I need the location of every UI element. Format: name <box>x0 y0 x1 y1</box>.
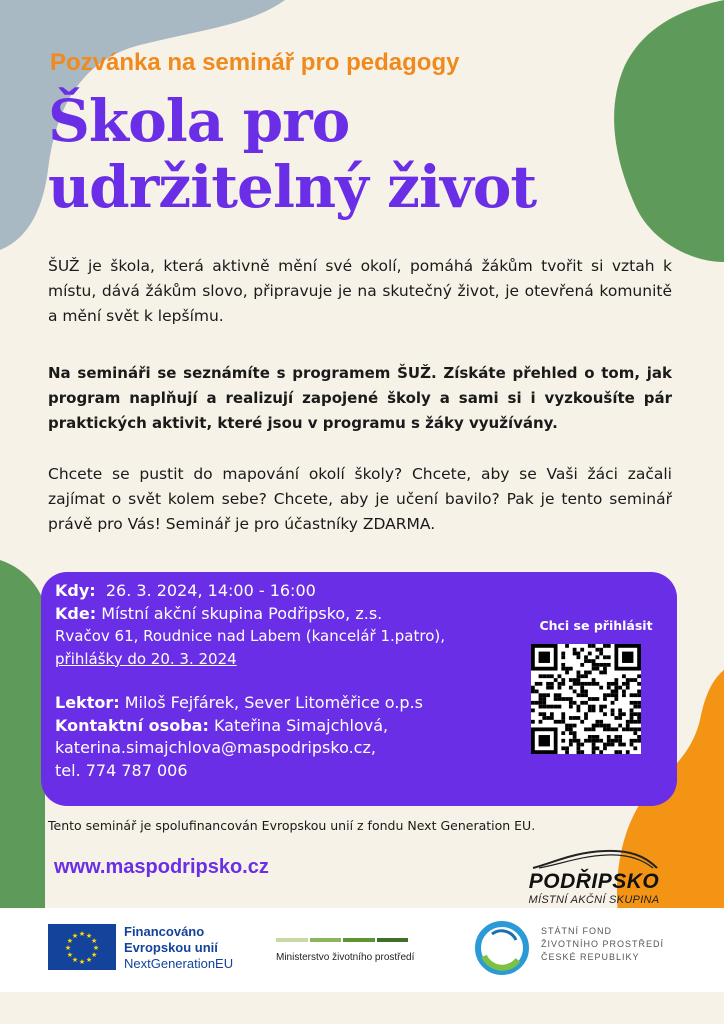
sfzp-logo-icon <box>474 920 530 976</box>
bold-paragraph: Na semináři se seznámíte s programem ŠUŽ. Získáte přehled o tom, jak program naplňují a realizují zapojené školy a sami si i vyzkoušíte pár praktických aktivit, které jsou v programu s žáky využívány. <box>48 364 672 432</box>
svg-text:★: ★ <box>85 956 93 965</box>
svg-text:★: ★ <box>90 951 98 959</box>
title-line-1: Škola pro <box>48 87 350 155</box>
lecturer-value: Miloš Fejfárek, Sever Litoměřice o.p.s <box>124 693 423 712</box>
contact-row <box>55 715 515 738</box>
eu-funding-logo <box>124 924 233 972</box>
when-label: Kdy: <box>55 581 96 600</box>
svg-text:★: ★ <box>78 958 86 966</box>
subtitle: Pozvánka na seminář pro pedagogy <box>50 49 460 76</box>
contact-value: Kateřina Simajchlová, <box>213 715 389 735</box>
registration-qr-code[interactable] <box>531 644 641 754</box>
sfzp-text <box>541 925 664 964</box>
qr-label: Chci se přihlásit <box>539 618 653 633</box>
lecturer-row <box>55 692 515 715</box>
funding-note: Tento seminář je spolufinancován Evropskou unií z fondu Next Generation EU. <box>48 818 536 833</box>
ministry-bars-icon <box>276 938 410 942</box>
page-title <box>48 88 536 220</box>
svg-text:★: ★ <box>71 956 79 965</box>
title-line-2: udržitelný život <box>48 153 537 221</box>
when-value: 26. 3. 2024, 14:00 - 16:00 <box>105 581 316 600</box>
eu-line-3: NextGenerationEU <box>124 956 234 971</box>
decor-blob-top-right <box>600 0 724 270</box>
sfzp-line-2: ŽIVOTNÍHO PROSTŘEDÍ <box>541 939 665 949</box>
svg-text:★: ★ <box>92 944 100 952</box>
contact-phone: tel. 774 787 006 <box>55 760 188 780</box>
svg-text:★: ★ <box>78 930 86 938</box>
svg-text:★: ★ <box>71 931 79 940</box>
svg-text:★: ★ <box>85 931 93 940</box>
event-details <box>55 580 515 782</box>
eu-line-1: Financováno <box>124 924 205 939</box>
intro-paragraph: ŠUŽ je škola, která aktivně mění své okolí, pomáhá žákům tvořit si vztah k místu, dává žákům slovo, připravuje je na skutečný život, je otevřená komunitě a mění svět k lepšímu. <box>48 257 672 325</box>
contact-email[interactable]: katerina.simajchlova@maspodripsko.cz, <box>55 738 376 757</box>
svg-text:★: ★ <box>66 951 74 959</box>
ministry-name: Ministerstvo životního prostředí <box>276 952 415 963</box>
where-label: Kde: <box>55 603 97 623</box>
podripsko-name: PODŘIPSKO <box>528 870 660 893</box>
when-row <box>55 580 515 603</box>
svg-text:★: ★ <box>90 937 98 945</box>
qr-code-icon <box>531 644 641 754</box>
where-row <box>55 603 515 626</box>
svg-text:★: ★ <box>64 944 72 952</box>
eu-line-2: Evropskou unií <box>124 940 218 955</box>
lecturer-label: Lektor: <box>55 693 120 712</box>
svg-text:★: ★ <box>66 937 74 945</box>
podripsko-arc-icon <box>525 848 663 870</box>
footer-logos <box>0 908 724 992</box>
address: Rvačov 61, Roudnice nad Labem (kancelář 1.patro), <box>55 627 446 645</box>
eu-flag-icon <box>48 924 116 970</box>
sfzp-line-3: ČESKÉ REPUBLIKY <box>541 952 640 962</box>
podripsko-tagline: MÍSTNÍ AKČNÍ SKUPINA <box>528 894 660 906</box>
sfzp-line-1: STÁTNÍ FOND <box>541 926 612 936</box>
contact-label: Kontaktní osoba: <box>55 715 209 735</box>
podripsko-logo <box>525 848 663 906</box>
event-info-box <box>41 572 677 806</box>
where-value: Místní akční skupina Podřipsko, z.s. <box>101 603 383 623</box>
registration-deadline[interactable]: přihlášky do 20. 3. 2024 <box>55 649 237 668</box>
call-to-action-paragraph: Chcete se pustit do mapování okolí školy? Chcete, aby se Vaši žáci začali zajímat o svět kolem sebe? Chcete, aby je učení bavilo? Pak je tento seminář právě pro Vás! Seminář je pro účastníky ZDARMA. <box>48 465 672 533</box>
website-link[interactable]: www.maspodripsko.cz <box>54 856 269 878</box>
ministry-logo <box>276 938 415 963</box>
